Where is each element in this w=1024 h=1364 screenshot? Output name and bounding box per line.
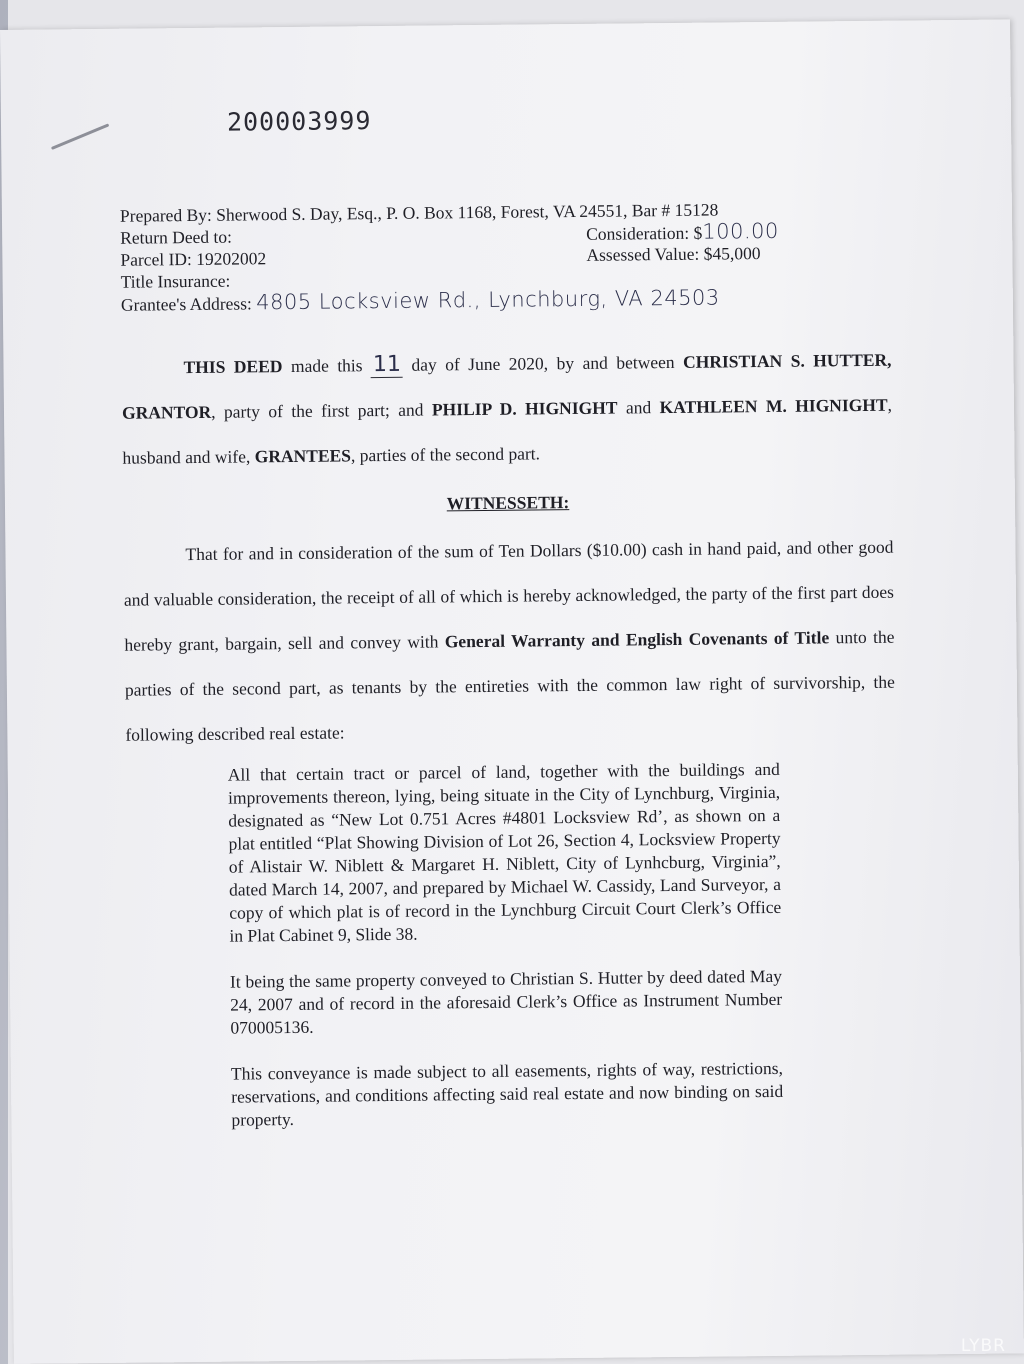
consideration-field [586,220,779,245]
grantor-name: CHRISTIAN S. HUTTER, [682,349,892,372]
property-description-block [228,758,784,1155]
consideration-value: 100.00 [702,218,779,244]
property-description: All that certain tract or parcel of land, together with the buildings and improvements thereon, lying, being situate in the City of Lynchburg, Virginia, designated as “New Lot 0.751 Acres #4801 Locksview Rd’, as shown on a plat entitled “Plat Showing Division of Lot 26, Section 4, Locksview Property of Alistair W. Niblett & Margaret H. Niblett, City of Lynhcburg, Virginia”, dated March 14, 2007, and prepared by Michael W. Cassidy, Land Surveyor, a copy of which plat is of record in the Lynchburg Circuit Court Clerk’s Office in Plat Cabinet 9, Slide 38. [227,758,782,946]
grantees-label: GRANTEES [254,445,352,467]
opening-text-3: , party of the first part; and [211,399,433,422]
document-number: 200003999 [226,106,372,137]
warranty-text: General Warranty and English Covenants of Title [444,627,830,652]
consideration-label: Consideration: $ [586,222,703,244]
deed-header [120,197,821,322]
grantor-label: GRANTOR [121,401,212,423]
grantee-address-label: Grantee's Address: [120,293,252,315]
day-value: 11 [371,352,403,378]
opening-text-6: , parties of the second part. [350,443,541,466]
grantee-address-value: 4805 Locksview Rd., Lynchburg, VA 24503 [256,285,720,315]
opening-text-1: made this [282,355,372,377]
prepared-by-line: Prepared By: Sherwood S. Day, Esq., P. O. Box 1168, Forest, VA 24551, Bar # 15128 [119,199,719,226]
staple-mark [51,123,109,150]
deed-page [0,19,1024,1364]
assessed-value: Assessed Value: $45,000 [586,243,761,265]
this-deed-text: THIS DEED [183,356,283,378]
watermark-logo: LYBR [960,1336,1006,1356]
consideration-paragraph [123,525,895,758]
consideration-text-1: That for and in consideration of the sum of Ten Dollars ($10.00) cash in hand paid, and other good and valuable consideration, the receipt of all of which is hereby acknowledged, the party of the first part does hereby grant, bargain, sell and convey with [123,536,895,655]
opening-paragraph [121,337,892,481]
opening-text-5: , husband and wife, [122,394,893,468]
deed-body [121,337,895,758]
return-deed-label: Return Deed to: [120,226,233,248]
source-of-title: It being the same property conveyed to Christian S. Hutter by deed dated May 24, 2007 and of record in the aforesaid Clerk’s Office as Instrument Number 070005136. [229,965,783,1038]
title-insurance-line: Title Insurance: [120,270,231,292]
grantee-address-line [121,285,821,322]
grantee-name-2: KATHLEEN M. HIGNIGHT [659,394,888,418]
opening-text-4: and [617,397,660,418]
witnesseth-heading: WITNESSETH: [446,492,570,514]
opening-text-2: day of June 2020, by and between [402,351,684,375]
grantee-name-1: PHILIP D. HIGNIGHT [431,397,618,420]
consideration-text-2: unto the parties of the second part, as tenants by the entireties with the common law right of survivorship, the following described real estate: [124,626,895,745]
subject-to-clause: This conveyance is made subject to all easements, rights of way, restrictions, reservations, and conditions affecting said real estate and now binding on said property. [230,1057,784,1130]
parcel-id: Parcel ID: 19202002 [120,248,267,270]
